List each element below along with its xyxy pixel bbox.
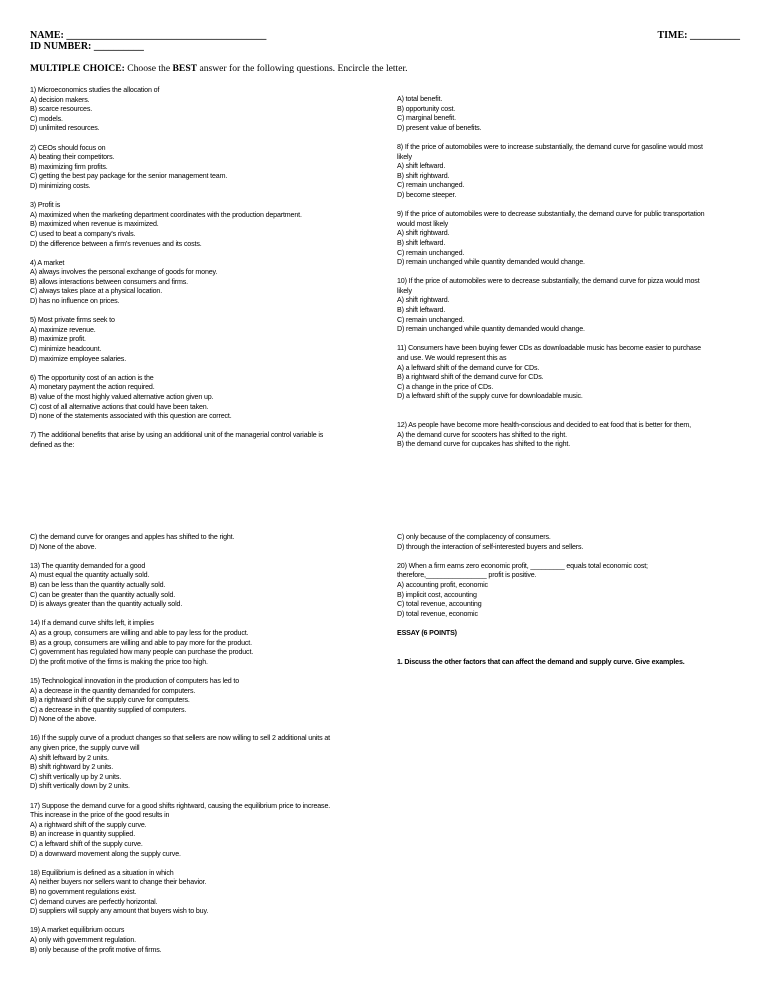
answer-option[interactable]: A) shift rightward.	[397, 296, 450, 305]
answer-option[interactable]: D) has no influence on prices.	[30, 297, 120, 306]
spacer	[30, 364, 370, 374]
instructions-text-2: answer for the following questions. Encircle the letter.	[197, 63, 408, 74]
answer-option[interactable]: A) must equal the quantity actually sold.	[30, 571, 150, 580]
answer-option[interactable]: C) minimize headcount.	[30, 345, 102, 354]
answer-option[interactable]: A) shift leftward by 2 units.	[30, 753, 109, 762]
answer-option[interactable]: D) none of the statements associated with this question are correct.	[30, 412, 232, 421]
question-stem: 15) Technological innovation in the production of computers has led to	[30, 676, 240, 685]
spacer	[30, 249, 370, 259]
question-line: This increase in the price of the good results in	[30, 811, 170, 820]
answer-option[interactable]: A) a leftward shift of the demand curve for CDs.	[397, 363, 540, 372]
answer-option[interactable]: B) no government regulations exist.	[30, 887, 137, 896]
question-stem: 18) Equilibrium is defined as a situation in which	[30, 868, 174, 877]
answer-option[interactable]: B) maximize profit.	[30, 335, 86, 344]
answer-option[interactable]: C) getting the best pay package for the senior management team.	[30, 172, 228, 181]
question-stem: 13) The quantity demanded for a good	[30, 561, 146, 570]
spacer	[30, 552, 370, 562]
question-line: any given price, the supply curve will	[30, 744, 140, 753]
answer-option[interactable]: A) a decrease in the quantity demanded for computers.	[30, 686, 196, 695]
answer-option[interactable]: A) neither buyers nor sellers want to change their behavior.	[30, 878, 207, 887]
header	[30, 30, 740, 52]
instructions-text-1: Choose the	[124, 63, 173, 74]
spacer	[397, 619, 742, 629]
answer-option[interactable]: B) maximized when revenue is maximized.	[30, 220, 159, 229]
spacer	[397, 648, 742, 658]
answer-option[interactable]: D) total revenue, economic	[397, 609, 478, 618]
answer-option[interactable]: D) the difference between a firm's revenues and its costs.	[30, 239, 202, 248]
spacer	[30, 667, 370, 677]
answer-option[interactable]: A) only with government regulation.	[30, 935, 136, 944]
spacer	[397, 639, 742, 649]
question-stem: 16) If the supply curve of a product changes so that sellers are now willing to sell 2 additional units at	[30, 734, 330, 743]
answer-option[interactable]: A) maximize revenue.	[30, 325, 96, 334]
answer-option[interactable]: A) beating their competitors.	[30, 153, 115, 162]
instructions-best: BEST	[172, 63, 198, 74]
header-row-1	[30, 30, 740, 41]
question-stem: 1) Microeconomics studies the allocation of	[30, 86, 160, 94]
spacer	[397, 412, 742, 422]
spacer	[30, 422, 370, 432]
answer-option[interactable]: B) can be less than the quantity actually sold.	[30, 580, 166, 589]
question-line: would most likely	[397, 219, 449, 228]
answer-option[interactable]: D) unlimited resources.	[30, 124, 100, 133]
question-stem: 3) Profit is	[30, 201, 61, 210]
answer-option[interactable]: B) implicit cost, accounting	[397, 590, 477, 599]
question-stem: 7) The additional benefits that arise by using an additional unit of the managerial control variable is	[30, 431, 324, 440]
answer-option[interactable]: D) suppliers will supply any amount that buyers wish to buy.	[30, 907, 209, 916]
id-number-field-label[interactable]: ID NUMBER: __________	[30, 41, 144, 52]
answer-option[interactable]: C) a change in the price of CDs.	[397, 382, 494, 391]
answer-option[interactable]: D) the profit motive of the firms is making the price too high.	[30, 657, 208, 666]
answer-option[interactable]: C) total revenue, accounting	[397, 600, 482, 609]
answer-option[interactable]: B) shift leftward.	[397, 306, 446, 315]
spacer	[397, 268, 742, 278]
answer-option[interactable]: C) remain unchanged.	[397, 248, 465, 257]
answer-option[interactable]: C) used to beat a company's rivals.	[30, 229, 136, 238]
spacer	[397, 402, 742, 412]
spacer	[397, 335, 742, 345]
answer-option[interactable]: A) maximized when the marketing department coordinates with the production department.	[30, 210, 302, 219]
spacer	[30, 859, 370, 869]
answer-option[interactable]: B) opportunity cost.	[397, 104, 456, 113]
answer-option[interactable]: C) remain unchanged.	[397, 181, 465, 190]
answer-option[interactable]: D) minimizing costs.	[30, 181, 91, 190]
answer-option[interactable]: D) a downward movement along the supply curve.	[30, 849, 181, 858]
answer-option[interactable]: A) always involves the personal exchange of goods for money.	[30, 268, 218, 277]
spacer	[30, 307, 370, 317]
answer-option[interactable]: C) shift vertically up by 2 units.	[30, 772, 122, 781]
answer-option[interactable]: C) the demand curve for oranges and apples has shifted to the right.	[30, 533, 235, 541]
answer-option[interactable]: A) monetary payment the action required.	[30, 383, 155, 392]
question-stem: 17) Suppose the demand curve for a good shifts rightward, causing the equilibrium price to increase.	[30, 801, 331, 810]
answer-option[interactable]: A) the demand curve for scooters has shifted to the right.	[397, 430, 567, 439]
answer-option[interactable]: B) scarce resources.	[30, 105, 93, 114]
spacer	[30, 725, 370, 735]
answer-option[interactable]: D) a leftward shift of the supply curve for downloadable music.	[397, 392, 583, 401]
answer-option[interactable]: B) only because of the profit motive of firms.	[30, 945, 162, 954]
answer-option[interactable]: C) can be greater than the quantity actually sold.	[30, 590, 176, 599]
spacer	[30, 192, 370, 202]
spacer	[30, 134, 370, 144]
question-stem: 10) If the price of automobiles were to decrease substantially, the demand curve for pizza would most	[397, 277, 700, 286]
question-line: defined as the:	[30, 440, 75, 449]
answer-option[interactable]: C) marginal benefit.	[397, 114, 456, 123]
answer-option[interactable]: A) accounting profit, economic	[397, 580, 488, 589]
answer-option[interactable]: A) decision makers.	[30, 95, 90, 104]
spacer	[30, 610, 370, 620]
spacer	[397, 552, 742, 562]
question-stem: 19) A market equilibrium occurs	[30, 926, 125, 935]
question-line: likely	[397, 286, 412, 295]
question-stem: 4) A market	[30, 258, 65, 267]
question-stem: 8) If the price of automobiles were to increase substantially, the demand curve for gasoline would most	[397, 142, 703, 151]
answer-option[interactable]: C) a decrease in the quantity supplied of computers.	[30, 705, 187, 714]
answer-option[interactable]: D) maximize employee salaries.	[30, 354, 127, 363]
name-field-label[interactable]: NAME: ________________________________________	[30, 30, 267, 41]
answer-option[interactable]: D) remain unchanged while quantity demanded would change.	[397, 325, 585, 334]
answer-option[interactable]: C) models.	[30, 114, 63, 123]
answer-option[interactable]: A) total benefit.	[397, 95, 443, 103]
answer-option[interactable]: B) maximizing firm profits.	[30, 162, 108, 171]
question-column-1	[30, 86, 370, 451]
question-stem: 12) As people have become more health-conscious and decided to eat food that is better for them,	[397, 421, 691, 430]
answer-option[interactable]: B) a rightward shift of the supply curve for computers.	[30, 696, 190, 705]
answer-option[interactable]: C) demand curves are perfectly horizontal.	[30, 897, 158, 906]
question-column-4	[397, 533, 742, 667]
question-stem: 2) CEOs should focus on	[30, 143, 106, 152]
answer-option[interactable]: B) the demand curve for cupcakes has shifted to the right.	[397, 440, 571, 449]
answer-option[interactable]: B) an increase in quantity supplied.	[30, 830, 136, 839]
answer-option[interactable]: A) a rightward shift of the supply curve.	[30, 820, 147, 829]
question-column-2	[397, 95, 742, 450]
answer-option[interactable]: D) become steeper.	[397, 190, 457, 199]
answer-option[interactable]: B) allows interactions between consumers and firms.	[30, 277, 188, 286]
answer-option[interactable]: C) cost of all alternative actions that could have been taken.	[30, 402, 209, 411]
question-line: likely	[397, 152, 412, 161]
answer-option[interactable]: D) None of the above.	[30, 715, 97, 724]
question-stem: 9) If the price of automobiles were to decrease substantially, the demand curve for public transportation	[397, 210, 705, 219]
spacer	[30, 917, 370, 927]
answer-option[interactable]: B) as a group, consumers are willing and able to pay more for the product.	[30, 638, 252, 647]
answer-option[interactable]: D) through the interaction of self-interested buyers and sellers.	[397, 542, 584, 551]
instructions	[30, 63, 740, 74]
question-stem: 14) If a demand curve shifts left, it implies	[30, 619, 154, 628]
question-stem: 5) Most private firms seek to	[30, 316, 115, 325]
answer-option[interactable]: B) a rightward shift of the demand curve for CDs.	[397, 373, 544, 382]
instructions-heading: MULTIPLE CHOICE:	[30, 63, 125, 74]
answer-option[interactable]: C) always takes place at a physical location.	[30, 287, 163, 296]
spacer	[397, 201, 742, 211]
answer-option[interactable]: A) as a group, consumers are willing and able to pay less for the product.	[30, 628, 249, 637]
question-column-3	[30, 533, 370, 955]
answer-option[interactable]: D) remain unchanged while quantity demanded would change.	[397, 258, 585, 267]
answer-option[interactable]: D) present value of benefits.	[397, 123, 482, 132]
essay-question: 1. Discuss the other factors that can affect the demand and supply curve. Give examples.	[397, 657, 685, 666]
spacer	[30, 792, 370, 802]
answer-option[interactable]: D) None of the above.	[30, 542, 97, 551]
answer-option[interactable]: A) shift rightward.	[397, 229, 450, 238]
answer-option[interactable]: B) shift leftward.	[397, 238, 446, 247]
question-stem: 6) The opportunity cost of an action is the	[30, 373, 154, 382]
answer-option[interactable]: C) remain unchanged.	[397, 315, 465, 324]
answer-option[interactable]: B) shift rightward.	[397, 171, 450, 180]
question-line: therefore,________________ profit is positive.	[397, 571, 537, 580]
answer-option[interactable]: A) shift leftward.	[397, 162, 446, 171]
answer-option[interactable]: B) value of the most highly valued alternative action given up.	[30, 393, 214, 401]
question-stem: 11) Consumers have been buying fewer CDs as downloadable music has become easier to purchase	[397, 344, 701, 353]
spacer	[397, 133, 742, 143]
answer-option[interactable]: B) shift rightward by 2 units.	[30, 763, 114, 772]
answer-option[interactable]: C) a leftward shift of the supply curve.	[30, 840, 143, 848]
answer-option[interactable]: C) only because of the complacency of consumers.	[397, 533, 551, 541]
answer-option[interactable]: C) government has regulated how many people can purchase the product.	[30, 648, 254, 657]
answer-option[interactable]: D) shift vertically down by 2 units.	[30, 782, 130, 791]
question-stem: 20) When a firm earns zero economic profit, _________ equals total economic cost;	[397, 561, 648, 570]
time-field-label[interactable]: TIME: __________	[657, 30, 740, 41]
question-line: and use. We would represent this as	[397, 354, 507, 363]
essay-heading: ESSAY (6 POINTS)	[397, 628, 457, 637]
answer-option[interactable]: D) is always greater than the quantity actually sold.	[30, 600, 183, 609]
